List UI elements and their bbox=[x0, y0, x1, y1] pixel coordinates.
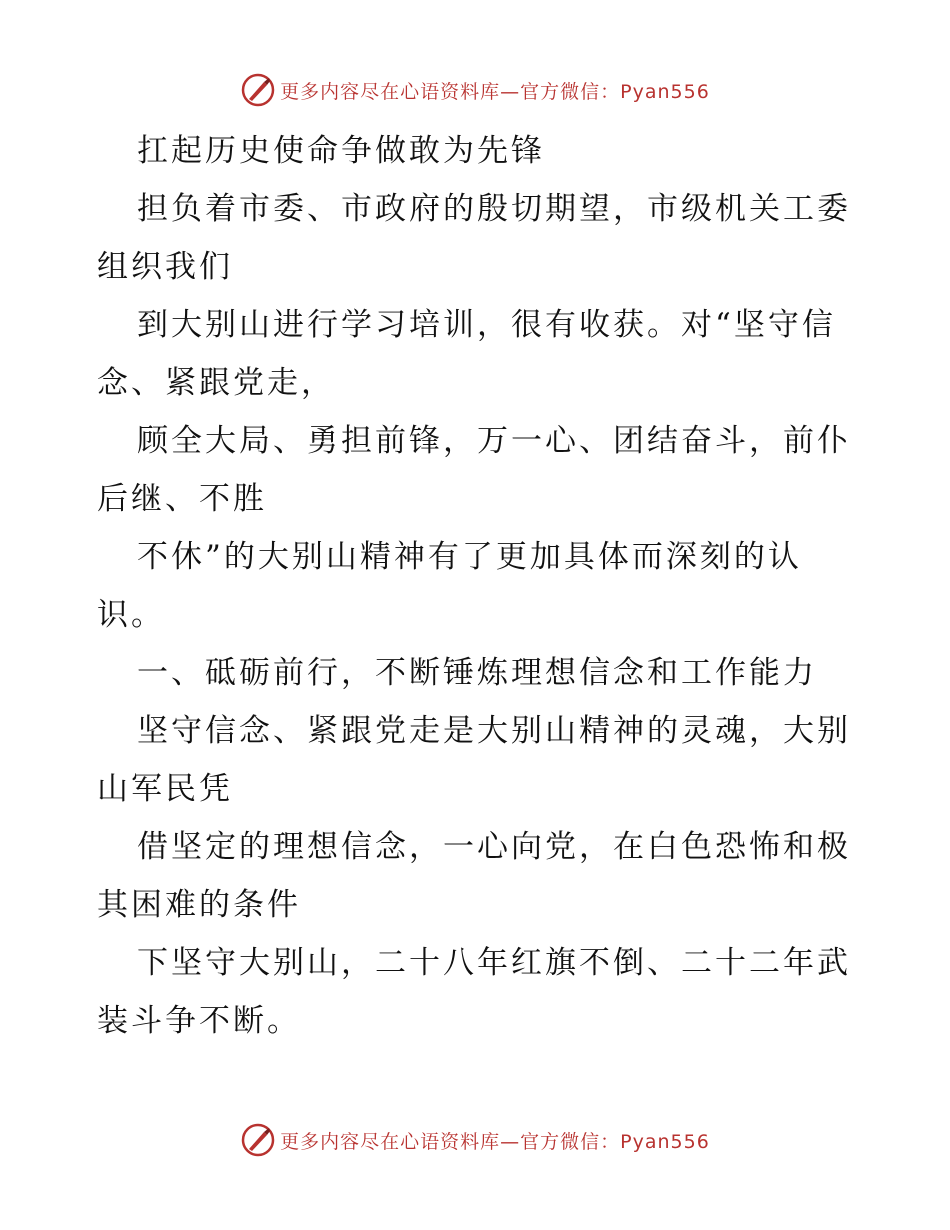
paragraph: 下坚守大别山，二十八年红旗不倒、二十二年武装斗争不断。 bbox=[97, 945, 851, 1039]
paragraph: 到大别山进行学习培训，很有收获。对“坚守信念、紧跟党走， bbox=[97, 307, 836, 401]
paragraph: 担负着市委、市政府的殷切期望，市级机关工委组织我们 bbox=[97, 191, 851, 285]
quill-logo-icon bbox=[240, 1122, 276, 1158]
document-body bbox=[97, 122, 857, 1050]
document-title: 扛起历史使命争做敢为先锋 bbox=[137, 133, 545, 169]
watermark-text: 更多内容尽在心语资料库—官方微信：Pyan556 bbox=[280, 1130, 710, 1153]
quill-logo-icon bbox=[240, 72, 276, 108]
paragraph: 顾全大局、勇担前锋，万一心、团结奋斗，前仆后继、不胜 bbox=[97, 423, 851, 517]
section-heading: 一、砥砺前行，不断锤炼理想信念和工作能力 bbox=[137, 655, 817, 691]
paragraph: 不休”的大别山精神有了更加具体而深刻的认识。 bbox=[97, 539, 802, 633]
header-watermark bbox=[0, 70, 950, 110]
watermark-text: 更多内容尽在心语资料库—官方微信：Pyan556 bbox=[280, 80, 710, 103]
paragraph: 借坚定的理想信念，一心向党，在白色恐怖和极其困难的条件 bbox=[97, 829, 851, 923]
footer-watermark bbox=[0, 1120, 950, 1160]
paragraph: 坚守信念、紧跟党走是大别山精神的灵魂，大别山军民凭 bbox=[97, 713, 851, 807]
